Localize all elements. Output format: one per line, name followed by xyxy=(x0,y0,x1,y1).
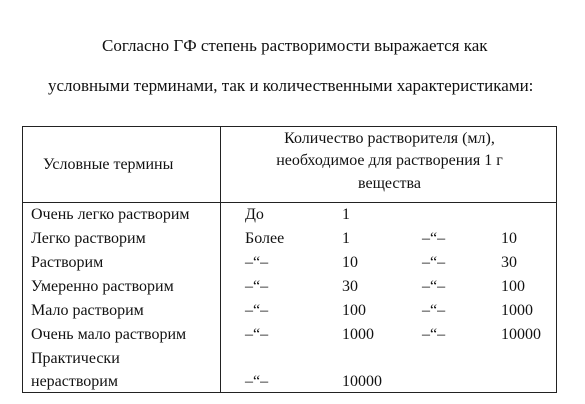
solubility-table xyxy=(22,126,557,393)
range-dash-cell: –“– xyxy=(422,254,446,271)
min-volume-cell: 1000 xyxy=(342,326,374,343)
header-cell-terms xyxy=(23,127,220,202)
header-term-label: Условные термины xyxy=(43,156,174,173)
min-volume-cell: 30 xyxy=(342,278,358,295)
min-volume-cell: 1 xyxy=(342,206,350,223)
range-dash-cell: –“– xyxy=(422,230,446,247)
table-row xyxy=(23,203,558,227)
min-volume-cell: 1 xyxy=(342,230,350,247)
max-volume-cell: 100 xyxy=(501,278,525,295)
min-volume-cell: 10 xyxy=(342,254,358,271)
min-volume-cell: 100 xyxy=(342,302,366,319)
term-cell: нерастворим xyxy=(31,373,118,390)
table-row xyxy=(23,370,558,394)
qualifier-cell: –“– xyxy=(245,278,269,295)
range-dash-cell: –“– xyxy=(422,302,446,319)
term-cell: Растворим xyxy=(31,254,104,271)
header-amount-line-1: Количество растворителя (мл), xyxy=(284,130,495,147)
max-volume-cell: 10000 xyxy=(501,326,541,343)
range-dash-cell: –“– xyxy=(422,278,446,295)
intro-line-2: условными терминами, так и количественными характеристиками: xyxy=(48,76,534,95)
term-cell: Очень мало растворим xyxy=(31,326,187,343)
table-row xyxy=(23,275,558,299)
term-cell: Умеренно растворим xyxy=(31,278,174,295)
table-row xyxy=(23,347,558,371)
qualifier-cell: –“– xyxy=(245,254,269,271)
term-cell: Мало растворим xyxy=(31,302,144,319)
qualifier-cell: Более xyxy=(245,230,285,247)
term-cell: Легко растворим xyxy=(31,230,146,247)
header-amount-line-2: необходимое для растворения 1 г xyxy=(276,152,503,169)
qualifier-cell: –“– xyxy=(245,302,269,319)
max-volume-cell: 10 xyxy=(501,230,517,247)
table-row xyxy=(23,323,558,347)
term-cell: Практически xyxy=(31,350,120,367)
range-dash-cell: –“– xyxy=(422,326,446,343)
term-cell: Очень легко растворим xyxy=(31,206,190,223)
qualifier-cell: –“– xyxy=(245,373,269,390)
header-amount-line-3: вещества xyxy=(358,175,421,192)
intro-line-1: Согласно ГФ степень растворимости выражается как xyxy=(102,36,488,55)
min-volume-cell: 10000 xyxy=(342,373,382,390)
table-row xyxy=(23,299,558,323)
header-cell-amount xyxy=(221,127,558,202)
table-row xyxy=(23,227,558,251)
table-row xyxy=(23,251,558,275)
max-volume-cell: 30 xyxy=(501,254,517,271)
max-volume-cell: 1000 xyxy=(501,302,533,319)
qualifier-cell: До xyxy=(245,206,264,223)
qualifier-cell: –“– xyxy=(245,326,269,343)
